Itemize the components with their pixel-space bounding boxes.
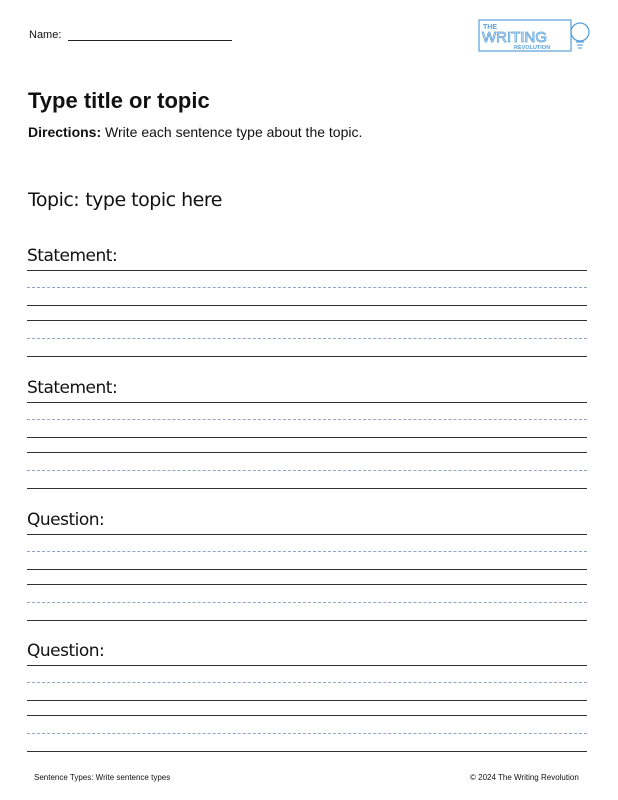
guide-line: [27, 419, 587, 420]
writing-line[interactable]: [27, 320, 587, 321]
writing-line[interactable]: [27, 700, 587, 701]
name-field: [29, 28, 232, 41]
guide-line: [27, 470, 587, 471]
page-title[interactable]: Type title or topic: [28, 88, 210, 113]
writing-line[interactable]: [27, 569, 587, 570]
logo-text-the: THE: [483, 24, 497, 31]
guide-line: [27, 682, 587, 683]
name-label: Name:: [29, 29, 62, 41]
writing-line[interactable]: [27, 402, 587, 403]
section-label: Statement:: [27, 246, 118, 266]
directions: [28, 124, 362, 140]
section-label: Statement:: [27, 378, 118, 398]
guide-line: [27, 338, 587, 339]
guide-line: [27, 287, 587, 288]
lightbulb-icon: [571, 23, 589, 48]
writing-revolution-logo: [478, 18, 592, 54]
directions-label: Directions:: [28, 124, 102, 140]
writing-line[interactable]: [27, 584, 587, 585]
directions-text: Write each sentence type about the topic.: [105, 124, 363, 140]
section-label: Question:: [27, 641, 105, 661]
writing-line[interactable]: [27, 715, 587, 716]
guide-line: [27, 602, 587, 603]
writing-line[interactable]: [27, 356, 587, 357]
writing-line[interactable]: [27, 488, 587, 489]
footer-worksheet-title: Sentence Types: Write sentence types: [34, 773, 171, 782]
guide-line: [27, 733, 587, 734]
logo-text-writing: WRITING: [482, 29, 547, 46]
writing-line[interactable]: [27, 620, 587, 621]
footer-copyright: © 2024 The Writing Revolution: [470, 773, 579, 782]
guide-line: [27, 551, 587, 552]
writing-line[interactable]: [27, 452, 587, 453]
writing-line[interactable]: [27, 751, 587, 752]
writing-line[interactable]: [27, 270, 587, 271]
writing-line[interactable]: [27, 665, 587, 666]
writing-line[interactable]: [27, 437, 587, 438]
writing-line[interactable]: [27, 534, 587, 535]
writing-line[interactable]: [27, 305, 587, 306]
topic-value[interactable]: type topic here: [85, 189, 222, 211]
topic-line: [28, 189, 222, 211]
name-input-line[interactable]: [68, 28, 232, 41]
section-label: Question:: [27, 510, 105, 530]
logo-text-revolution: REVOLUTION: [514, 45, 551, 51]
topic-label: Topic:: [28, 189, 80, 211]
